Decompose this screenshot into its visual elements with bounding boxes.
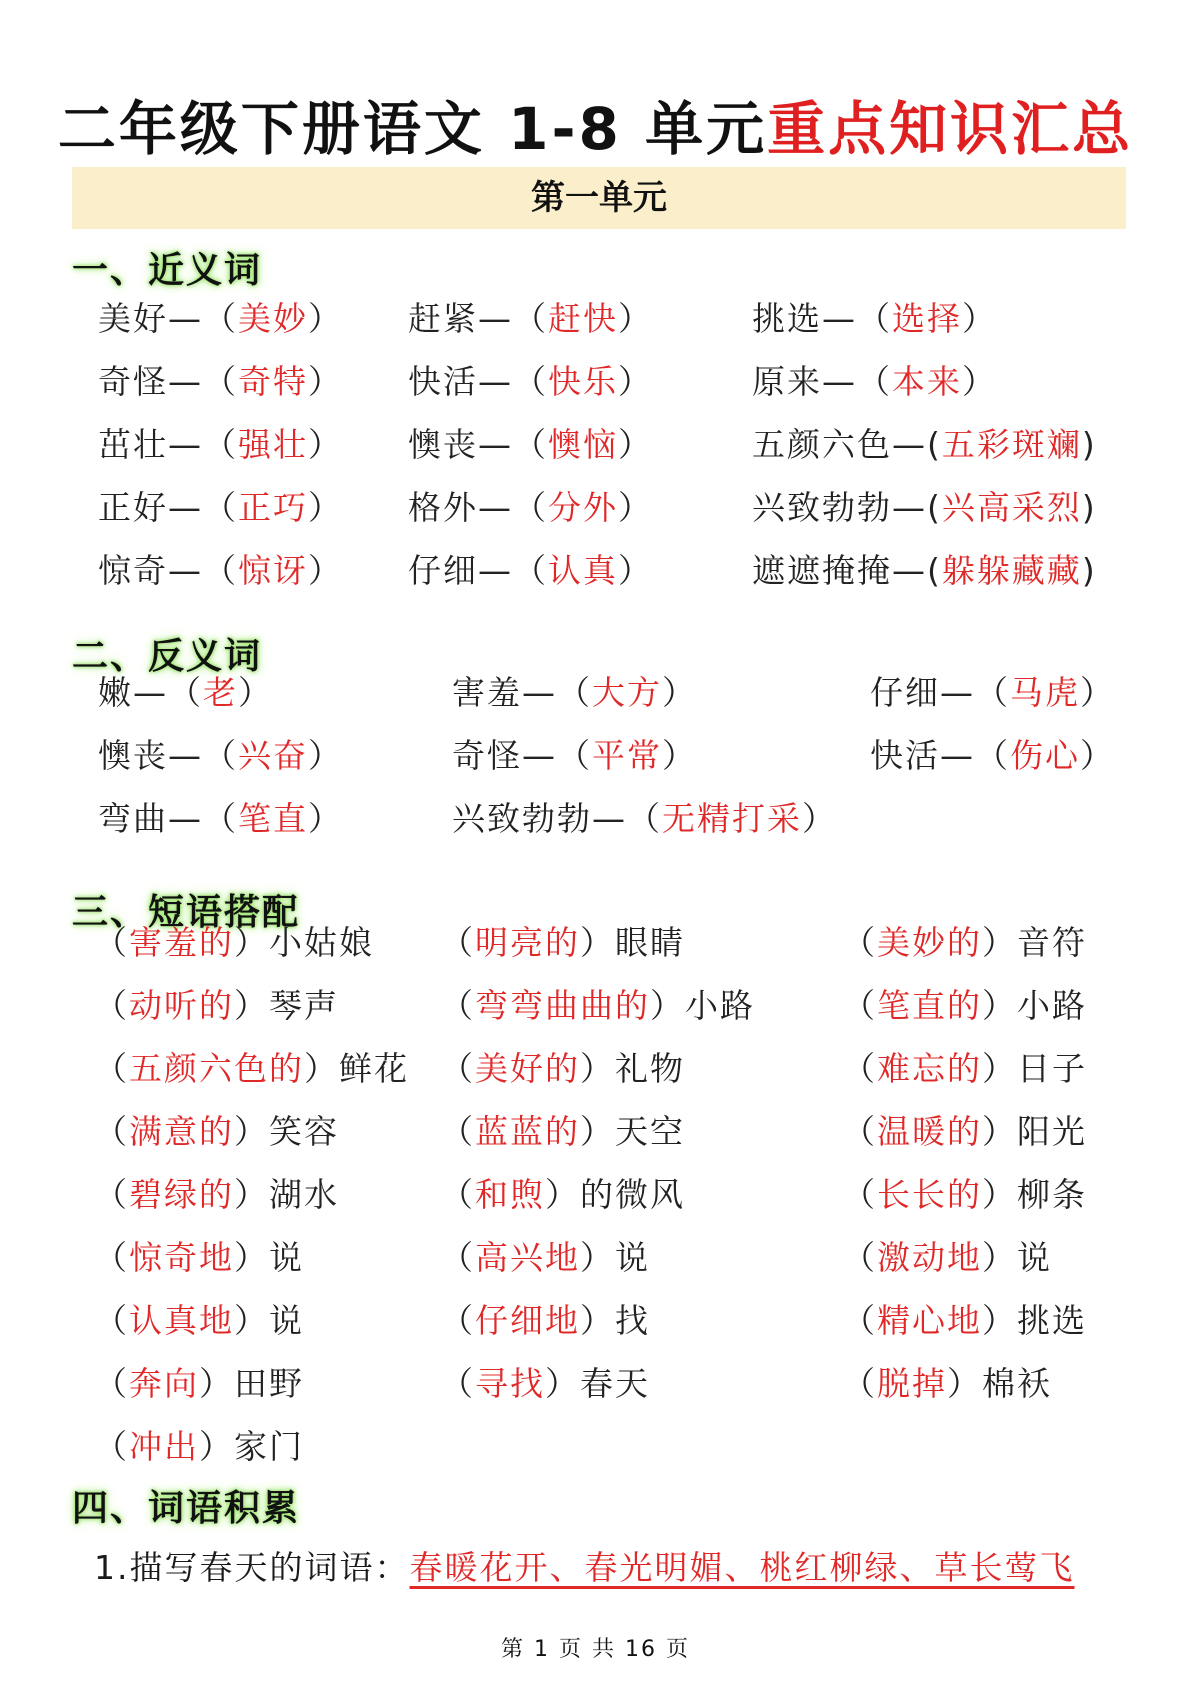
open-paren: （ — [94, 1427, 129, 1466]
phrase-answer: 蓝蓝的 — [475, 1112, 580, 1151]
synonym-answer: 躲躲藏藏 — [941, 551, 1082, 590]
phrase-word: 小路 — [685, 986, 755, 1025]
phrase-word: 棉袄 — [982, 1364, 1052, 1403]
phrase-word: 眼睛 — [615, 923, 685, 962]
synonym-row — [0, 294, 1191, 344]
close-paren: ） — [580, 1301, 615, 1340]
close-paren: ） — [982, 1238, 1017, 1277]
accumulation-item — [94, 1540, 1075, 1596]
phrase-row — [0, 1170, 1191, 1220]
phrase-word: 礼物 — [615, 1049, 685, 1088]
synonym-answer: 认真 — [548, 551, 618, 590]
phrase-row — [0, 1107, 1191, 1157]
antonym-item — [452, 731, 697, 781]
close-paren: ） — [234, 986, 269, 1025]
close-paren: ） — [982, 986, 1017, 1025]
phrase-answer: 脱掉 — [877, 1364, 947, 1403]
phrase-answer: 五颜六色的 — [129, 1049, 304, 1088]
phrase-word: 说 — [615, 1238, 650, 1277]
phrase-answer: 寻找 — [475, 1364, 545, 1403]
close-paren: ） — [234, 923, 269, 962]
antonym-item — [870, 668, 1115, 718]
accumulation-answer: 春暖花开、春光明媚、桃红柳绿、草长莺飞 — [409, 1548, 1075, 1587]
close-paren: ） — [308, 799, 343, 838]
synonym-item — [98, 546, 343, 596]
synonym-answer: 赶快 — [548, 299, 618, 338]
close-paren: ） — [580, 1112, 615, 1151]
close-paren: ） — [982, 1049, 1017, 1088]
open-paren: （ — [203, 551, 238, 590]
phrase-row — [0, 1044, 1191, 1094]
close-paren: ） — [545, 1364, 580, 1403]
synonym-answer: 强壮 — [238, 425, 308, 464]
close-paren: ） — [618, 551, 653, 590]
section-accumulation-heading: 四、词语积累 — [72, 1488, 301, 1529]
phrase-item — [842, 1233, 1052, 1283]
synonym-answer: 本来 — [892, 362, 962, 401]
synonym-word: 五颜六色— — [752, 425, 927, 464]
synonym-item — [408, 357, 653, 407]
phrase-word: 说 — [1017, 1238, 1052, 1277]
phrase-answer: 认真地 — [129, 1301, 234, 1340]
phrase-item — [94, 1233, 304, 1283]
close-paren: ） — [650, 986, 685, 1025]
open-paren: （ — [94, 1238, 129, 1277]
phrase-word: 家门 — [234, 1427, 304, 1466]
close-paren: ） — [982, 1175, 1017, 1214]
open-paren: （ — [203, 425, 238, 464]
phrase-answer: 长长的 — [877, 1175, 982, 1214]
phrase-word: 鲜花 — [339, 1049, 409, 1088]
open-paren: （ — [513, 299, 548, 338]
close-paren: ） — [580, 1238, 615, 1277]
phrase-row — [0, 1359, 1191, 1409]
open-paren: （ — [513, 551, 548, 590]
open-paren: （ — [440, 1301, 475, 1340]
phrase-word: 音符 — [1017, 923, 1087, 962]
phrase-answer: 高兴地 — [475, 1238, 580, 1277]
open-paren: （ — [842, 1175, 877, 1214]
open-paren: ( — [927, 488, 942, 527]
antonym-word: 懊丧— — [98, 736, 203, 775]
close-paren: ） — [199, 1364, 234, 1403]
close-paren: ) — [1081, 488, 1097, 527]
antonym-item — [98, 668, 273, 718]
close-paren: ） — [199, 1427, 234, 1466]
phrase-word: 小路 — [1017, 986, 1087, 1025]
synonym-word: 快活— — [408, 362, 513, 401]
phrase-word: 说 — [269, 1238, 304, 1277]
synonym-item — [752, 420, 1097, 470]
open-paren: （ — [440, 1112, 475, 1151]
phrase-item — [842, 918, 1087, 968]
open-paren: （ — [94, 1175, 129, 1214]
close-paren: ） — [982, 1112, 1017, 1151]
antonym-row — [0, 794, 1191, 844]
antonym-word: 嫩— — [98, 673, 168, 712]
section-synonyms-heading: 一、近义词 — [72, 250, 263, 291]
open-paren: （ — [440, 923, 475, 962]
open-paren: （ — [203, 362, 238, 401]
phrase-word: 的微风 — [580, 1175, 685, 1214]
phrase-word: 春天 — [580, 1364, 650, 1403]
antonym-row — [0, 668, 1191, 718]
phrase-item — [440, 1233, 650, 1283]
open-paren: （ — [842, 1049, 877, 1088]
open-paren: （ — [842, 923, 877, 962]
phrase-answer: 激动地 — [877, 1238, 982, 1277]
synonym-answer: 选择 — [892, 299, 962, 338]
antonym-item — [870, 731, 1115, 781]
open-paren: （ — [203, 736, 238, 775]
synonym-word: 懊丧— — [408, 425, 513, 464]
phrase-row — [0, 1422, 1191, 1472]
close-paren: ） — [947, 1364, 982, 1403]
open-paren: （ — [975, 673, 1010, 712]
antonym-word: 弯曲— — [98, 799, 203, 838]
phrase-item — [842, 1170, 1087, 1220]
close-paren: ） — [234, 1301, 269, 1340]
open-paren: （ — [557, 736, 592, 775]
open-paren: （ — [168, 673, 203, 712]
phrase-answer: 奔向 — [129, 1364, 199, 1403]
phrase-answer: 温暖的 — [877, 1112, 982, 1151]
open-paren: ( — [927, 551, 942, 590]
phrase-item — [440, 1107, 685, 1157]
open-paren: （ — [627, 799, 662, 838]
antonym-answer: 无精打采 — [662, 799, 802, 838]
antonym-word: 仔细— — [870, 673, 975, 712]
phrase-word: 挑选 — [1017, 1301, 1087, 1340]
synonym-item — [408, 294, 653, 344]
close-paren: ） — [580, 923, 615, 962]
phrase-item — [94, 1296, 304, 1346]
close-paren: ） — [308, 299, 343, 338]
phrase-item — [440, 1359, 650, 1409]
open-paren: （ — [94, 1301, 129, 1340]
close-paren: ） — [962, 299, 997, 338]
phrase-answer: 满意的 — [129, 1112, 234, 1151]
synonym-row — [0, 483, 1191, 533]
phrase-word: 湖水 — [269, 1175, 339, 1214]
close-paren: ） — [308, 736, 343, 775]
title-highlight: 重点知识汇总 — [767, 95, 1134, 163]
synonym-item — [408, 483, 653, 533]
close-paren: ） — [234, 1175, 269, 1214]
phrase-answer: 和煦 — [475, 1175, 545, 1214]
open-paren: （ — [842, 1112, 877, 1151]
synonym-word: 仔细— — [408, 551, 513, 590]
phrase-answer: 动听的 — [129, 986, 234, 1025]
phrase-item — [440, 918, 685, 968]
page-footer: 第 1 页 共 16 页 — [501, 1637, 690, 1662]
antonym-answer: 马虎 — [1010, 673, 1080, 712]
phrase-item — [842, 1359, 1052, 1409]
phrase-answer: 仔细地 — [475, 1301, 580, 1340]
close-paren: ） — [238, 673, 273, 712]
synonym-item — [98, 357, 343, 407]
close-paren: ） — [662, 673, 697, 712]
close-paren: ） — [308, 362, 343, 401]
open-paren: （ — [857, 299, 892, 338]
antonym-item — [98, 731, 343, 781]
section-phrases-heading: 三、短语搭配 — [72, 892, 301, 933]
close-paren: ) — [1081, 425, 1097, 464]
antonym-word: 害羞— — [452, 673, 557, 712]
synonym-answer: 美妙 — [238, 299, 308, 338]
antonym-item — [452, 794, 837, 844]
open-paren: （ — [94, 1049, 129, 1088]
antonym-answer: 老 — [203, 673, 238, 712]
phrase-answer: 冲出 — [129, 1427, 199, 1466]
close-paren: ） — [580, 1049, 615, 1088]
phrase-answer: 明亮的 — [475, 923, 580, 962]
open-paren: （ — [94, 923, 129, 962]
phrase-answer: 害羞的 — [129, 923, 234, 962]
phrase-answer: 美妙的 — [877, 923, 982, 962]
synonym-item — [98, 420, 343, 470]
phrase-item — [440, 1170, 685, 1220]
antonym-item — [98, 794, 343, 844]
phrase-item — [842, 1044, 1087, 1094]
open-paren: （ — [203, 299, 238, 338]
antonym-answer: 大方 — [592, 673, 662, 712]
synonym-word: 原来— — [752, 362, 857, 401]
open-paren: （ — [557, 673, 592, 712]
phrase-word: 阳光 — [1017, 1112, 1087, 1151]
close-paren: ） — [618, 488, 653, 527]
phrase-item — [94, 1359, 304, 1409]
close-paren: ） — [618, 299, 653, 338]
close-paren: ） — [802, 799, 837, 838]
open-paren: （ — [440, 1049, 475, 1088]
close-paren: ） — [308, 488, 343, 527]
synonym-item — [98, 294, 343, 344]
synonym-item — [408, 420, 653, 470]
close-paren: ） — [1080, 736, 1115, 775]
synonym-item — [98, 483, 343, 533]
antonym-word: 奇怪— — [452, 736, 557, 775]
close-paren: ） — [545, 1175, 580, 1214]
phrase-word: 日子 — [1017, 1049, 1087, 1088]
close-paren: ） — [304, 1049, 339, 1088]
phrase-item — [94, 1422, 304, 1472]
close-paren: ） — [1080, 673, 1115, 712]
synonym-item — [752, 483, 1097, 533]
antonym-word: 兴致勃勃— — [452, 799, 627, 838]
open-paren: （ — [203, 488, 238, 527]
synonym-answer: 分外 — [548, 488, 618, 527]
antonym-answer: 兴奋 — [238, 736, 308, 775]
antonym-row — [0, 731, 1191, 781]
synonym-word: 美好— — [98, 299, 203, 338]
phrase-answer: 精心地 — [877, 1301, 982, 1340]
open-paren: （ — [842, 986, 877, 1025]
synonym-answer: 奇特 — [238, 362, 308, 401]
close-paren: ） — [234, 1238, 269, 1277]
synonym-row — [0, 357, 1191, 407]
phrase-item — [440, 981, 755, 1031]
synonym-word: 奇怪— — [98, 362, 203, 401]
synonym-answer: 惊讶 — [238, 551, 308, 590]
open-paren: （ — [842, 1238, 877, 1277]
open-paren: （ — [513, 488, 548, 527]
close-paren: ） — [662, 736, 697, 775]
phrase-item — [94, 1107, 339, 1157]
close-paren: ） — [234, 1112, 269, 1151]
phrase-item — [842, 1296, 1087, 1346]
unit-banner: 第一单元 — [72, 167, 1126, 229]
synonym-word: 兴致勃勃— — [752, 488, 927, 527]
synonym-answer: 正巧 — [238, 488, 308, 527]
accumulation-label: 1.描写春天的词语： — [94, 1548, 410, 1587]
open-paren: （ — [842, 1301, 877, 1340]
synonym-word: 格外— — [408, 488, 513, 527]
open-paren: （ — [203, 799, 238, 838]
open-paren: ( — [927, 425, 942, 464]
synonym-word: 惊奇— — [98, 551, 203, 590]
antonym-word: 快活— — [870, 736, 975, 775]
synonym-answer: 五彩斑斓 — [941, 425, 1082, 464]
phrase-row — [0, 1233, 1191, 1283]
synonym-answer: 快乐 — [548, 362, 618, 401]
synonym-word: 茁壮— — [98, 425, 203, 464]
phrase-word: 说 — [269, 1301, 304, 1340]
phrase-item — [94, 1170, 339, 1220]
phrase-answer: 美好的 — [475, 1049, 580, 1088]
synonym-word: 正好— — [98, 488, 203, 527]
synonym-item — [752, 294, 997, 344]
open-paren: （ — [440, 1175, 475, 1214]
synonym-item — [408, 546, 653, 596]
close-paren: ） — [962, 362, 997, 401]
phrase-item — [842, 1107, 1087, 1157]
phrase-answer: 碧绿的 — [129, 1175, 234, 1214]
synonym-answer: 懊恼 — [548, 425, 618, 464]
phrase-answer: 难忘的 — [877, 1049, 982, 1088]
synonym-row — [0, 546, 1191, 596]
open-paren: （ — [440, 1364, 475, 1403]
phrase-word: 田野 — [234, 1364, 304, 1403]
phrase-item — [440, 1044, 685, 1094]
phrase-word: 琴声 — [269, 986, 339, 1025]
phrase-answer: 弯弯曲曲的 — [475, 986, 650, 1025]
open-paren: （ — [94, 1364, 129, 1403]
close-paren: ） — [618, 362, 653, 401]
phrase-item — [842, 981, 1087, 1031]
close-paren: ） — [308, 551, 343, 590]
close-paren: ） — [982, 1301, 1017, 1340]
antonym-item — [452, 668, 697, 718]
synonym-word: 挑选— — [752, 299, 857, 338]
antonym-answer: 笔直 — [238, 799, 308, 838]
phrase-item — [440, 1296, 650, 1346]
close-paren: ） — [982, 923, 1017, 962]
synonym-item — [752, 546, 1097, 596]
phrase-word: 找 — [615, 1301, 650, 1340]
synonym-word: 赶紧— — [408, 299, 513, 338]
open-paren: （ — [440, 1238, 475, 1277]
title-main: 二年级下册语文 1-8 单元 — [57, 95, 768, 163]
phrase-item — [94, 1044, 409, 1094]
phrase-word: 笑容 — [269, 1112, 339, 1151]
phrase-item — [94, 981, 339, 1031]
open-paren: （ — [842, 1364, 877, 1403]
page-title — [0, 82, 1191, 166]
open-paren: （ — [975, 736, 1010, 775]
synonym-word: 遮遮掩掩— — [752, 551, 927, 590]
antonym-answer: 平常 — [592, 736, 662, 775]
open-paren: （ — [94, 1112, 129, 1151]
synonym-answer: 兴高采烈 — [941, 488, 1082, 527]
open-paren: （ — [94, 986, 129, 1025]
open-paren: （ — [513, 362, 548, 401]
section-antonyms-heading: 二、反义词 — [72, 636, 263, 677]
open-paren: （ — [440, 986, 475, 1025]
phrase-word: 柳条 — [1017, 1175, 1087, 1214]
open-paren: （ — [513, 425, 548, 464]
phrase-row — [0, 918, 1191, 968]
close-paren: ) — [1081, 551, 1097, 590]
phrase-row — [0, 981, 1191, 1031]
antonym-answer: 伤心 — [1010, 736, 1080, 775]
close-paren: ） — [308, 425, 343, 464]
synonym-row — [0, 420, 1191, 470]
phrase-item — [94, 918, 374, 968]
synonym-item — [752, 357, 997, 407]
phrase-answer: 惊奇地 — [129, 1238, 234, 1277]
phrase-answer: 笔直的 — [877, 986, 982, 1025]
phrase-word: 小姑娘 — [269, 923, 374, 962]
phrase-row — [0, 1296, 1191, 1346]
open-paren: （ — [857, 362, 892, 401]
phrase-word: 天空 — [615, 1112, 685, 1151]
close-paren: ） — [618, 425, 653, 464]
